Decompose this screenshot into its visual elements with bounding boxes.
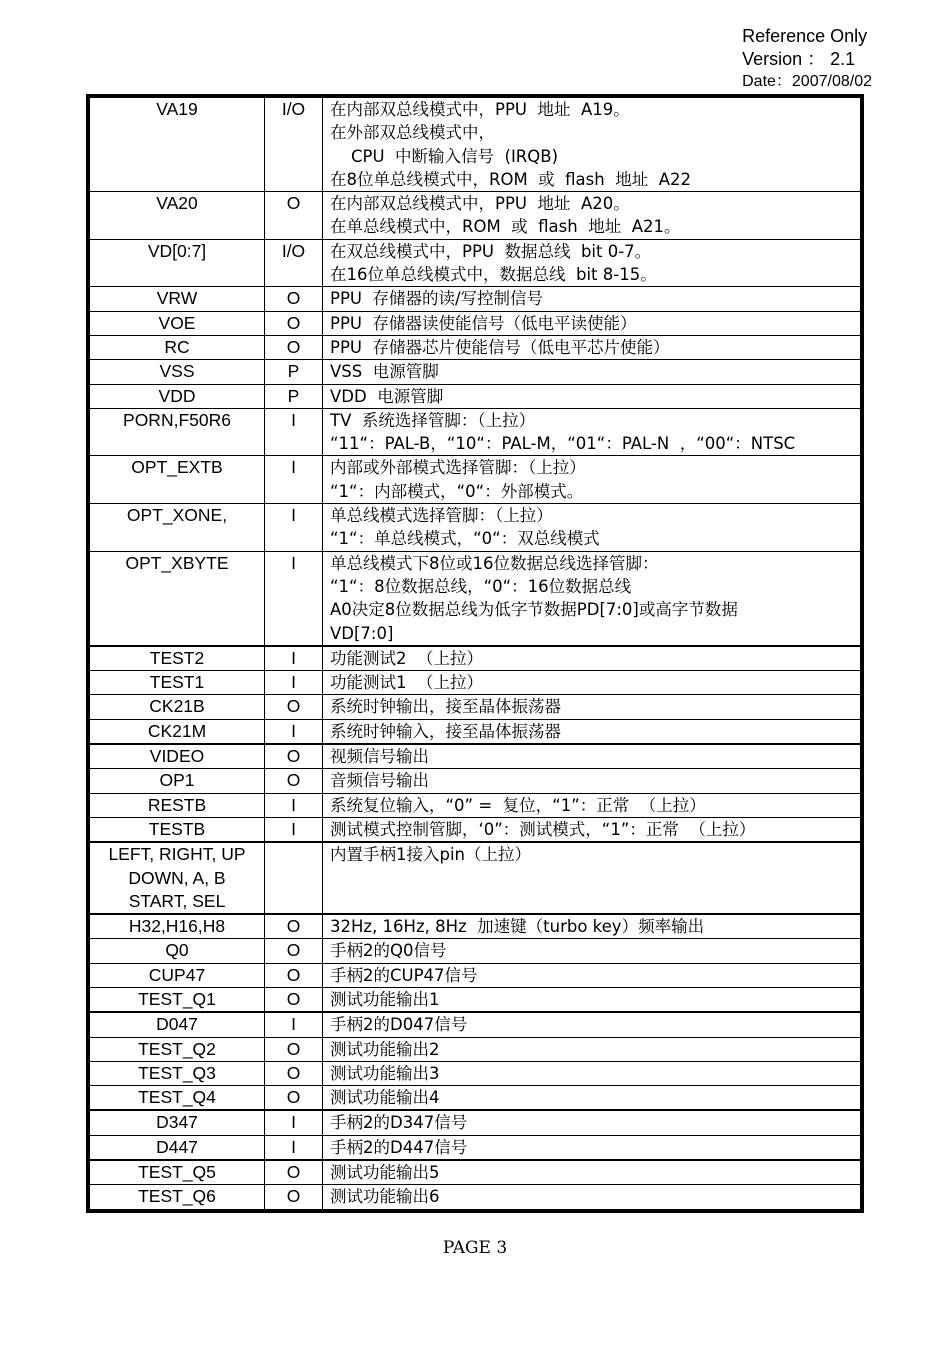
description-line: A0决定8位数据总线为低字节数据PD[7:0]或高字节数据 [330, 600, 738, 620]
pin-name: TEST_Q1 [138, 988, 216, 1009]
table-row [90, 287, 861, 311]
pin-type-cell: O [265, 744, 323, 769]
pin-type-cell: I [265, 817, 323, 842]
pin-name-cell [90, 987, 265, 1012]
pin-name-cell [90, 1185, 265, 1209]
pin-name: RESTB [147, 794, 207, 815]
description-line: 手柄2的D447信号 [330, 1137, 468, 1157]
pin-description-cell [323, 360, 861, 384]
table-row [90, 1160, 861, 1185]
pin-name: D347 [156, 1112, 198, 1133]
pin-name-cell [90, 98, 265, 192]
pin-name-cell [90, 842, 265, 914]
table-row [90, 551, 861, 646]
pin-name: TEST1 [149, 672, 205, 693]
pin-name-cell [90, 311, 265, 335]
pin-name-cell [90, 239, 265, 287]
pin-description-cell [323, 287, 861, 311]
pin-name-cell [90, 671, 265, 695]
table-row [90, 192, 861, 240]
pin-name: RC [164, 336, 190, 357]
pin-name-cell [90, 769, 265, 793]
pin-type-cell: O [265, 914, 323, 939]
pin-type-cell: P [265, 384, 323, 408]
description-line: 功能测试1 （上拉） [330, 673, 483, 693]
pin-name: DOWN, A, B [128, 867, 226, 888]
pin-name: TESTB [148, 818, 206, 839]
pin-type-cell: O [265, 1061, 323, 1085]
pin-type-cell: O [265, 335, 323, 359]
pin-name: TEST2 [149, 647, 205, 668]
pin-name: CUP47 [148, 964, 206, 985]
pin-description-cell [323, 842, 861, 914]
description-line: 在单总线模式中，ROM 或 flash 地址 A21。 [330, 217, 681, 237]
pin-name-cell [90, 1086, 265, 1111]
description-line: 32Hz, 16Hz, 8Hz 加速键（turbo key）频率输出 [330, 917, 705, 937]
date-label: Date：2007/08/02 [742, 73, 872, 90]
pin-name: VA19 [156, 99, 198, 119]
reference-label: Reference Only [742, 26, 868, 46]
description-line: 测试功能输出2 [330, 1039, 440, 1059]
pin-name-cell [90, 1135, 265, 1160]
pin-name: TEST_Q3 [138, 1062, 216, 1083]
description-line: “1“：单总线模式，“0“：双总线模式 [330, 529, 600, 549]
table-row [90, 914, 861, 939]
pin-description-cell [323, 817, 861, 842]
pin-name-cell [90, 939, 265, 963]
pin-description-cell [323, 1086, 861, 1111]
document-header [742, 25, 872, 93]
description-line: 单总线模式选择管脚：（上拉） [330, 506, 553, 526]
description-line: 功能测试2 （上拉） [330, 648, 483, 668]
description-line: 测试功能输出1 [330, 989, 440, 1009]
pin-description-cell [323, 987, 861, 1012]
description-line: PPU 存储器的读/写控制信号 [330, 289, 544, 309]
pin-type-cell: I [265, 719, 323, 744]
pin-description-cell [323, 98, 861, 192]
pin-name: VD[0:7] [147, 240, 207, 261]
pin-name: H32,H16,H8 [128, 916, 226, 937]
table-row [90, 98, 861, 192]
pin-type-cell: I/O [265, 98, 323, 192]
description-line: “1“：8位数据总线，“0“：16位数据总线 [330, 576, 632, 596]
pin-type-cell: O [265, 987, 323, 1012]
description-line: 单总线模式下8位或16位数据总线选择管脚： [330, 553, 659, 573]
pin-name-cell [90, 914, 265, 939]
pin-name: PORN,F50R6 [123, 409, 231, 430]
pin-type-cell: I [265, 671, 323, 695]
pin-description-table [86, 94, 864, 1213]
table-row [90, 408, 861, 456]
pin-type-cell: O [265, 769, 323, 793]
pin-name-cell [90, 695, 265, 719]
pin-name: START, SEL [128, 890, 226, 911]
table-row [90, 335, 861, 359]
pin-name: VSS [159, 361, 195, 382]
pin-name-cell [90, 1037, 265, 1061]
pin-description-cell [323, 1185, 861, 1209]
pin-type-cell: I [265, 456, 323, 504]
pin-name-cell [90, 384, 265, 408]
pin-description-cell [323, 192, 861, 240]
pin-name-cell [90, 456, 265, 504]
table-row [90, 963, 861, 987]
pin-name-cell [90, 192, 265, 240]
pin-name: OP1 [159, 770, 195, 791]
version-label: Version ： 2.1 [742, 49, 856, 69]
pin-description-cell [323, 769, 861, 793]
pin-description-cell [323, 408, 861, 456]
pin-description-cell [323, 1037, 861, 1061]
description-line: 手柄2的CUP47信号 [330, 965, 478, 985]
description-line: 在内部双总线模式中，PPU 地址 A19。 [330, 100, 630, 119]
pin-type-cell: O [265, 1160, 323, 1185]
table-row [90, 504, 861, 552]
description-line: 在外部双总线模式中， [330, 123, 495, 143]
pin-description-cell [323, 239, 861, 287]
pin-name: VDD [158, 385, 196, 406]
pin-type-cell: O [265, 311, 323, 335]
table-row [90, 769, 861, 793]
pin-name: VRW [156, 288, 198, 309]
description-line: 测试模式控制管脚，‘0”：测试模式，“1”：正常 （上拉） [330, 819, 756, 839]
description-line: 视频信号输出 [330, 747, 429, 767]
pin-name-cell [90, 719, 265, 744]
pin-name: LEFT, RIGHT, UP [108, 844, 246, 865]
pin-name-cell [90, 335, 265, 359]
description-line: TV 系统选择管脚：（上拉） [330, 410, 536, 430]
description-line: 内部或外部模式选择管脚：（上拉） [330, 458, 586, 478]
table-row [90, 1086, 861, 1111]
pin-type-cell: I [265, 793, 323, 817]
pin-description-cell [323, 1160, 861, 1185]
description-line: 在8位单总线模式中，ROM 或 flash 地址 A22 [330, 169, 691, 189]
pin-description-cell [323, 695, 861, 719]
pin-type-cell: I [265, 1012, 323, 1037]
pin-name-cell [90, 1160, 265, 1185]
pin-type-cell: P [265, 360, 323, 384]
description-line: 在双总线模式中，PPU 数据总线 bit 0-7。 [330, 241, 652, 261]
pin-type-cell: I [265, 1110, 323, 1135]
pin-type-cell: O [265, 1037, 323, 1061]
pin-name-cell [90, 551, 265, 646]
description-line: 测试功能输出5 [330, 1163, 440, 1183]
pin-name: TEST_Q6 [138, 1186, 216, 1207]
pin-type-cell: I [265, 1135, 323, 1160]
description-line: 测试功能输出6 [330, 1187, 440, 1207]
description-line: 在16位单总线模式中，数据总线 bit 8-15。 [330, 265, 657, 285]
pin-type-cell: O [265, 695, 323, 719]
description-line: CPU 中断输入信号 (IRQB) [330, 146, 559, 166]
description-line: 手柄2的Q0信号 [330, 941, 447, 961]
pin-description-cell [323, 671, 861, 695]
pin-name: D047 [156, 1014, 198, 1035]
pin-name: VA20 [156, 193, 198, 214]
table-row [90, 384, 861, 408]
table-row [90, 719, 861, 744]
pin-name-cell [90, 793, 265, 817]
pin-description-cell [323, 1012, 861, 1037]
pin-type-cell: I [265, 551, 323, 646]
pin-name: VIDEO [149, 746, 205, 767]
description-line: 系统时钟输出，接至晶体振荡器 [330, 697, 561, 717]
description-line: VSS 电源管脚 [330, 362, 439, 382]
table-row [90, 1037, 861, 1061]
pin-description-cell [323, 456, 861, 504]
pin-name-cell [90, 360, 265, 384]
table-row [90, 239, 861, 287]
pin-description-cell [323, 744, 861, 769]
pin-description-cell [323, 939, 861, 963]
pin-type-cell: I [265, 408, 323, 456]
pin-name: CK21B [149, 696, 205, 717]
pin-name-cell [90, 963, 265, 987]
table-row [90, 671, 861, 695]
pin-name: OPT_XONE, [126, 505, 228, 526]
description-line: VDD 电源管脚 [330, 386, 444, 406]
pin-name-cell [90, 287, 265, 311]
pin-description-cell [323, 384, 861, 408]
table-row [90, 1110, 861, 1135]
pin-description-cell [323, 335, 861, 359]
pin-name-cell [90, 646, 265, 671]
description-line: “11“：PAL-B，“10“：PAL-M，“01“：PAL-N ，“00“：NTSC [330, 434, 796, 454]
pin-description-cell [323, 1061, 861, 1085]
description-line: “1“：内部模式，“0“：外部模式。 [330, 481, 584, 501]
pin-type-cell: O [265, 1086, 323, 1111]
description-line: 测试功能输出4 [330, 1088, 440, 1108]
table-row [90, 842, 861, 914]
pin-description-cell [323, 963, 861, 987]
pin-name: D447 [156, 1136, 198, 1157]
pin-description-cell [323, 504, 861, 552]
description-line: 系统复位输入，“0” = 复位，“1”：正常 （上拉） [330, 795, 706, 815]
table-row [90, 744, 861, 769]
pin-description-cell [323, 719, 861, 744]
description-line: 手柄2的D047信号 [330, 1015, 468, 1035]
description-line: 系统时钟输入，接至晶体振荡器 [330, 721, 561, 741]
pin-type-cell: I/O [265, 239, 323, 287]
pin-name-cell [90, 1061, 265, 1085]
table-row [90, 817, 861, 842]
table-row [90, 1135, 861, 1160]
pin-table-body [90, 98, 861, 1210]
pin-name: TEST_Q4 [138, 1087, 216, 1108]
pin-description-cell [323, 1110, 861, 1135]
table-row [90, 695, 861, 719]
pin-name-cell [90, 504, 265, 552]
pin-type-cell: O [265, 963, 323, 987]
description-line: PPU 存储器芯片使能信号（低电平芯片使能） [330, 337, 670, 357]
pin-type-cell: O [265, 287, 323, 311]
pin-type-cell: O [265, 1185, 323, 1209]
pin-name: VOE [158, 312, 196, 333]
pin-type-cell [265, 842, 323, 914]
pin-description-cell [323, 551, 861, 646]
description-line: VD[7:0] [330, 623, 394, 643]
description-line: 手柄2的D347信号 [330, 1113, 468, 1133]
description-line: 测试功能输出3 [330, 1063, 440, 1083]
description-line: 在内部双总线模式中，PPU 地址 A20。 [330, 194, 630, 214]
pin-name-cell [90, 1110, 265, 1135]
pin-name-cell [90, 408, 265, 456]
table-row [90, 360, 861, 384]
pin-description-cell [323, 311, 861, 335]
pin-type-cell: I [265, 504, 323, 552]
pin-type-cell: I [265, 646, 323, 671]
pin-type-cell: O [265, 939, 323, 963]
table-row [90, 311, 861, 335]
table-row [90, 456, 861, 504]
description-line: 内置手柄1接入pin（上拉） [330, 845, 532, 865]
pin-description-cell [323, 793, 861, 817]
table-row [90, 1061, 861, 1085]
pin-description-cell [323, 914, 861, 939]
pin-name-cell [90, 744, 265, 769]
table-row [90, 646, 861, 671]
pin-name-cell [90, 817, 265, 842]
description-line: 音频信号输出 [330, 771, 429, 791]
pin-name: OPT_EXTB [131, 457, 223, 478]
pin-type-cell: O [265, 192, 323, 240]
table-row [90, 939, 861, 963]
pin-name: TEST_Q2 [138, 1038, 216, 1059]
page-number: PAGE 3 [442, 1238, 508, 1258]
pin-name-cell [90, 1012, 265, 1037]
pin-name: Q0 [165, 940, 189, 961]
pin-name: CK21M [147, 720, 207, 741]
pin-description-cell [323, 646, 861, 671]
table-row [90, 1185, 861, 1209]
pin-description-cell [323, 1135, 861, 1160]
table-row [90, 987, 861, 1012]
pin-name: TEST_Q5 [138, 1162, 216, 1183]
table-row [90, 793, 861, 817]
description-line: PPU 存储器读使能信号（低电平读使能） [330, 313, 637, 333]
table-row [90, 1012, 861, 1037]
pin-name: OPT_XBYTE [125, 552, 229, 573]
